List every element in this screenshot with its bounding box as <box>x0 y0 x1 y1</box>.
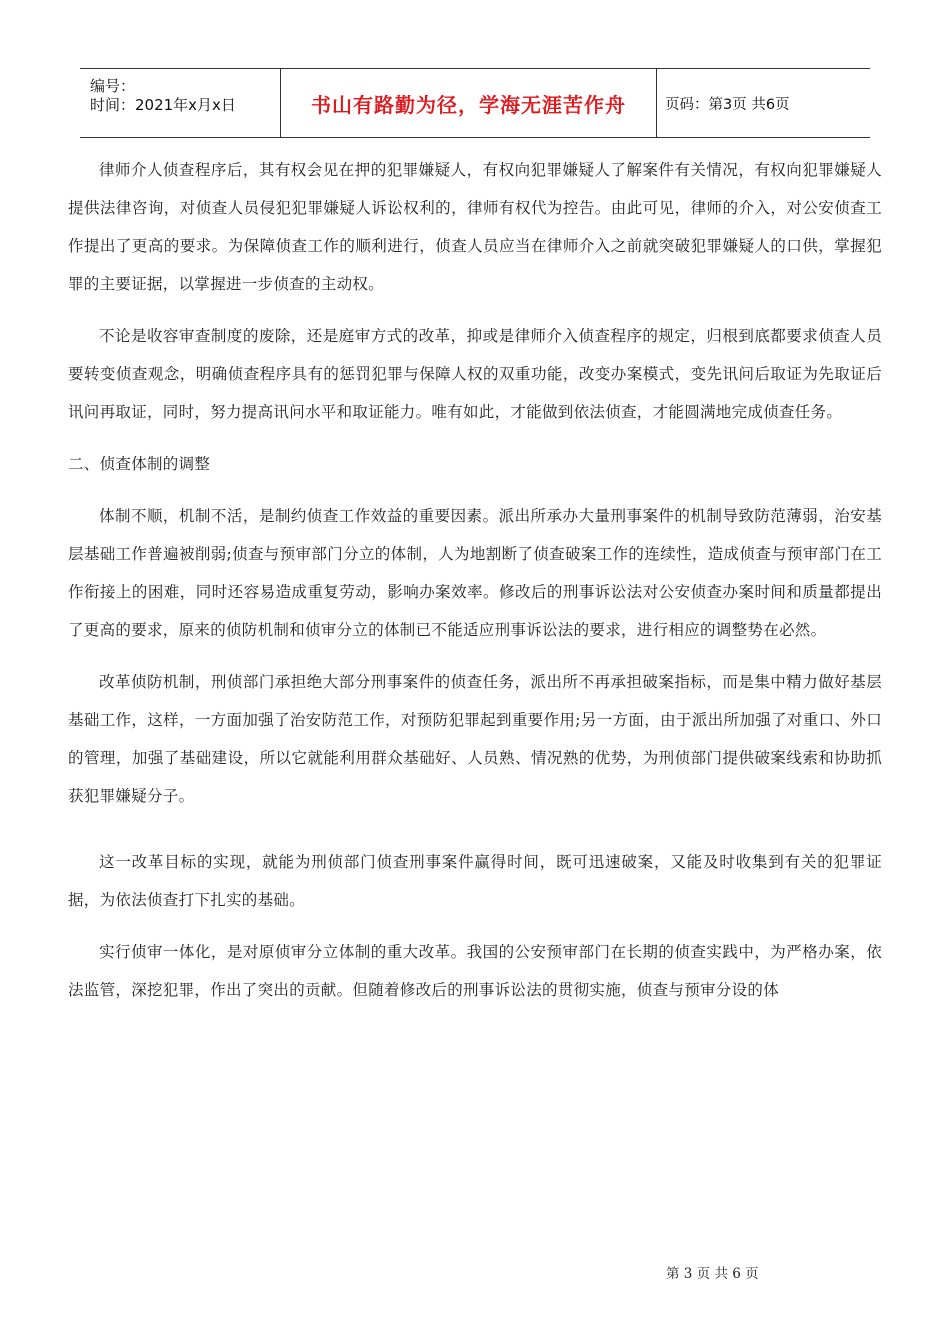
document-body <box>68 151 882 1023</box>
header-meta-cell <box>80 69 280 137</box>
paragraph: 体制不顺，机制不活，是制约侦查工作效益的重要因素。派出所承办大量刑事案件的机制导致防范薄弱，治安基层基础工作普遍被削弱;侦查与预审部门分立的体制，人为地割断了侦查破案工作的连续性，造成侦查与预审部门在工作衔接上的困难，同时还容易造成重复劳动，影响办案效率。修改后的刑事诉讼法对公安侦查办案时间和质量都提出了更高的要求，原来的侦防机制和侦审分立的体制已不能适应刑事诉讼法的要求，进行相应的调整势在必然。 <box>68 507 882 639</box>
header-motto-cell <box>280 69 657 137</box>
paragraph: 改革侦防机制，刑侦部门承担绝大部分刑事案件的侦查任务，派出所不再承担破案指标，而是集中精力做好基层基础工作，这样，一方面加强了治安防范工作，对预防犯罪起到重要作用;另一方面，由于派出所加强了对重口、外口的管理，加强了基础建设，所以它就能利用群众基础好、人员熟、情况熟的优势，为刑侦部门提供破案线索和协助抓获犯罪嫌疑分子。 <box>68 673 882 805</box>
paragraph: 这一改革目标的实现，就能为刑侦部门侦查刑事案件赢得时间，既可迅速破案，又能及时收集到有关的犯罪证据，为依法侦查打下扎实的基础。 <box>68 853 882 909</box>
header-page-cell <box>656 69 870 137</box>
page-footer: 第 3 页 共 6 页 <box>666 1266 759 1282</box>
paragraph: 律师介人侦查程序后，其有权会见在押的犯罪嫌疑人，有权向犯罪嫌疑人了解案件有关情况，有权向犯罪嫌疑人提供法律咨询，对侦查人员侵犯犯罪嫌疑人诉讼权利的，律师有权代为控告。由此可见，律师的介入，对公安侦查工作提出了更高的要求。为保障侦查工作的顺利进行，侦查人员应当在律师介入之前就突破犯罪嫌疑人的口供，掌握犯罪的主要证据，以掌握进一步侦查的主动权。 <box>68 161 882 293</box>
document-header <box>80 68 870 138</box>
motto-text: 书山有路勤为径，学海无涯苦作舟 <box>311 93 626 117</box>
time-label: 时间：2021年x月x日 <box>90 96 236 114</box>
page-info: 页码：第3页 共6页 <box>665 97 790 113</box>
paragraph: 实行侦审一体化，是对原侦审分立体制的重大改革。我国的公安预审部门在长期的侦查实践中，为严格办案，依法监管，深挖犯罪，作出了突出的贡献。但随着修改后的刑事诉讼法的贯彻实施，侦查与预审分设的体 <box>68 943 882 999</box>
number-label: 编号： <box>90 77 136 95</box>
paragraph: 不论是收容审查制度的废除，还是庭审方式的改革，抑或是律师介入侦查程序的规定，归根到底都要求侦查人员要转变侦查观念，明确侦查程序具有的惩罚犯罪与保障人权的双重功能，改变办案模式，变先讯问后取证为先取证后讯问再取证，同时，努力提高讯问水平和取证能力。唯有如此，才能做到依法侦查，才能圆满地完成侦查任务。 <box>68 327 882 421</box>
section-heading: 二、侦查体制的调整 <box>68 455 211 473</box>
